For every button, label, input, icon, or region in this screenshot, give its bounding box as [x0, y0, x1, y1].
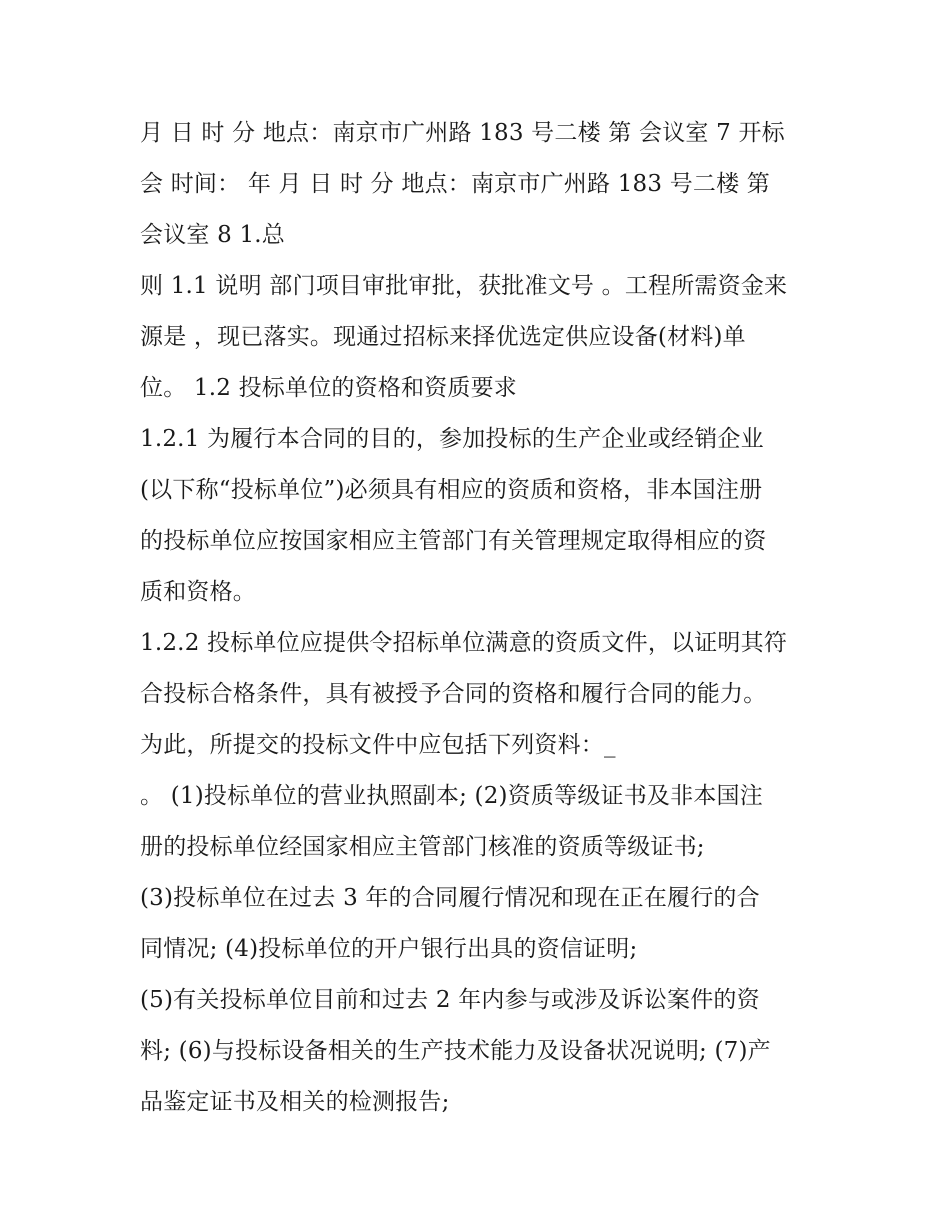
text-line: (5)有关投标单位目前和过去 2 年内参与或涉及诉讼案件的资 — [140, 987, 760, 1013]
text-line: 会 时间： 年 月 日 时 分 地点：南京市广州路 183 号二楼 第 — [140, 171, 771, 197]
text-line: 1.2.1 为履行本合同的目的，参加投标的生产企业或经销企业 — [140, 426, 764, 452]
text-line: 源是 ，现已落实。现通过招标来择优选定供应设备(材料)单 — [140, 324, 746, 350]
text-line: 合投标合格条件，具有被授予合同的资格和履行合同的能力。 — [140, 681, 767, 707]
text-line: 会议室 8 1.总 — [140, 222, 285, 248]
text-line: 质和资格。 — [140, 579, 256, 605]
text-line: 月 日 时 分 地点：南京市广州路 183 号二楼 第 会议室 7 开标 — [140, 120, 785, 146]
text-line: 则 1.1 说明 部门项目审批审批，获批准文号 。工程所需资金来 — [140, 273, 788, 299]
text-line: 1.2.2 投标单位应提供令招标单位满意的资质文件，以证明其符 — [140, 630, 788, 656]
text-line: 位。 1.2 投标单位的资格和资质要求 — [140, 375, 517, 401]
text-line: 料; (6)与投标设备相关的生产技术能力及设备状况说明; (7)产 — [140, 1038, 771, 1064]
text-line: 同情况; (4)投标单位的开户银行出具的资信证明; — [140, 936, 638, 962]
text-line: (以下称“投标单位”)必须具有相应的资质和资格，非本国注册 — [140, 477, 763, 503]
text-line: 的投标单位应按国家相应主管部门有关管理规定取得相应的资 — [140, 528, 767, 554]
text-line: 为此，所提交的投标文件中应包括下列资料：_ — [140, 732, 616, 758]
text-line: 册的投标单位经国家相应主管部门核准的资质等级证书; — [140, 834, 705, 860]
text-line: (3)投标单位在过去 3 年的合同履行情况和现在正在履行的合 — [140, 885, 760, 911]
document-body — [140, 108, 820, 1128]
text-line: 。 (1)投标单位的营业执照副本; (2)资质等级证书及非本国注 — [140, 783, 763, 809]
text-line: 品鉴定证书及相关的检测报告; — [140, 1089, 450, 1115]
